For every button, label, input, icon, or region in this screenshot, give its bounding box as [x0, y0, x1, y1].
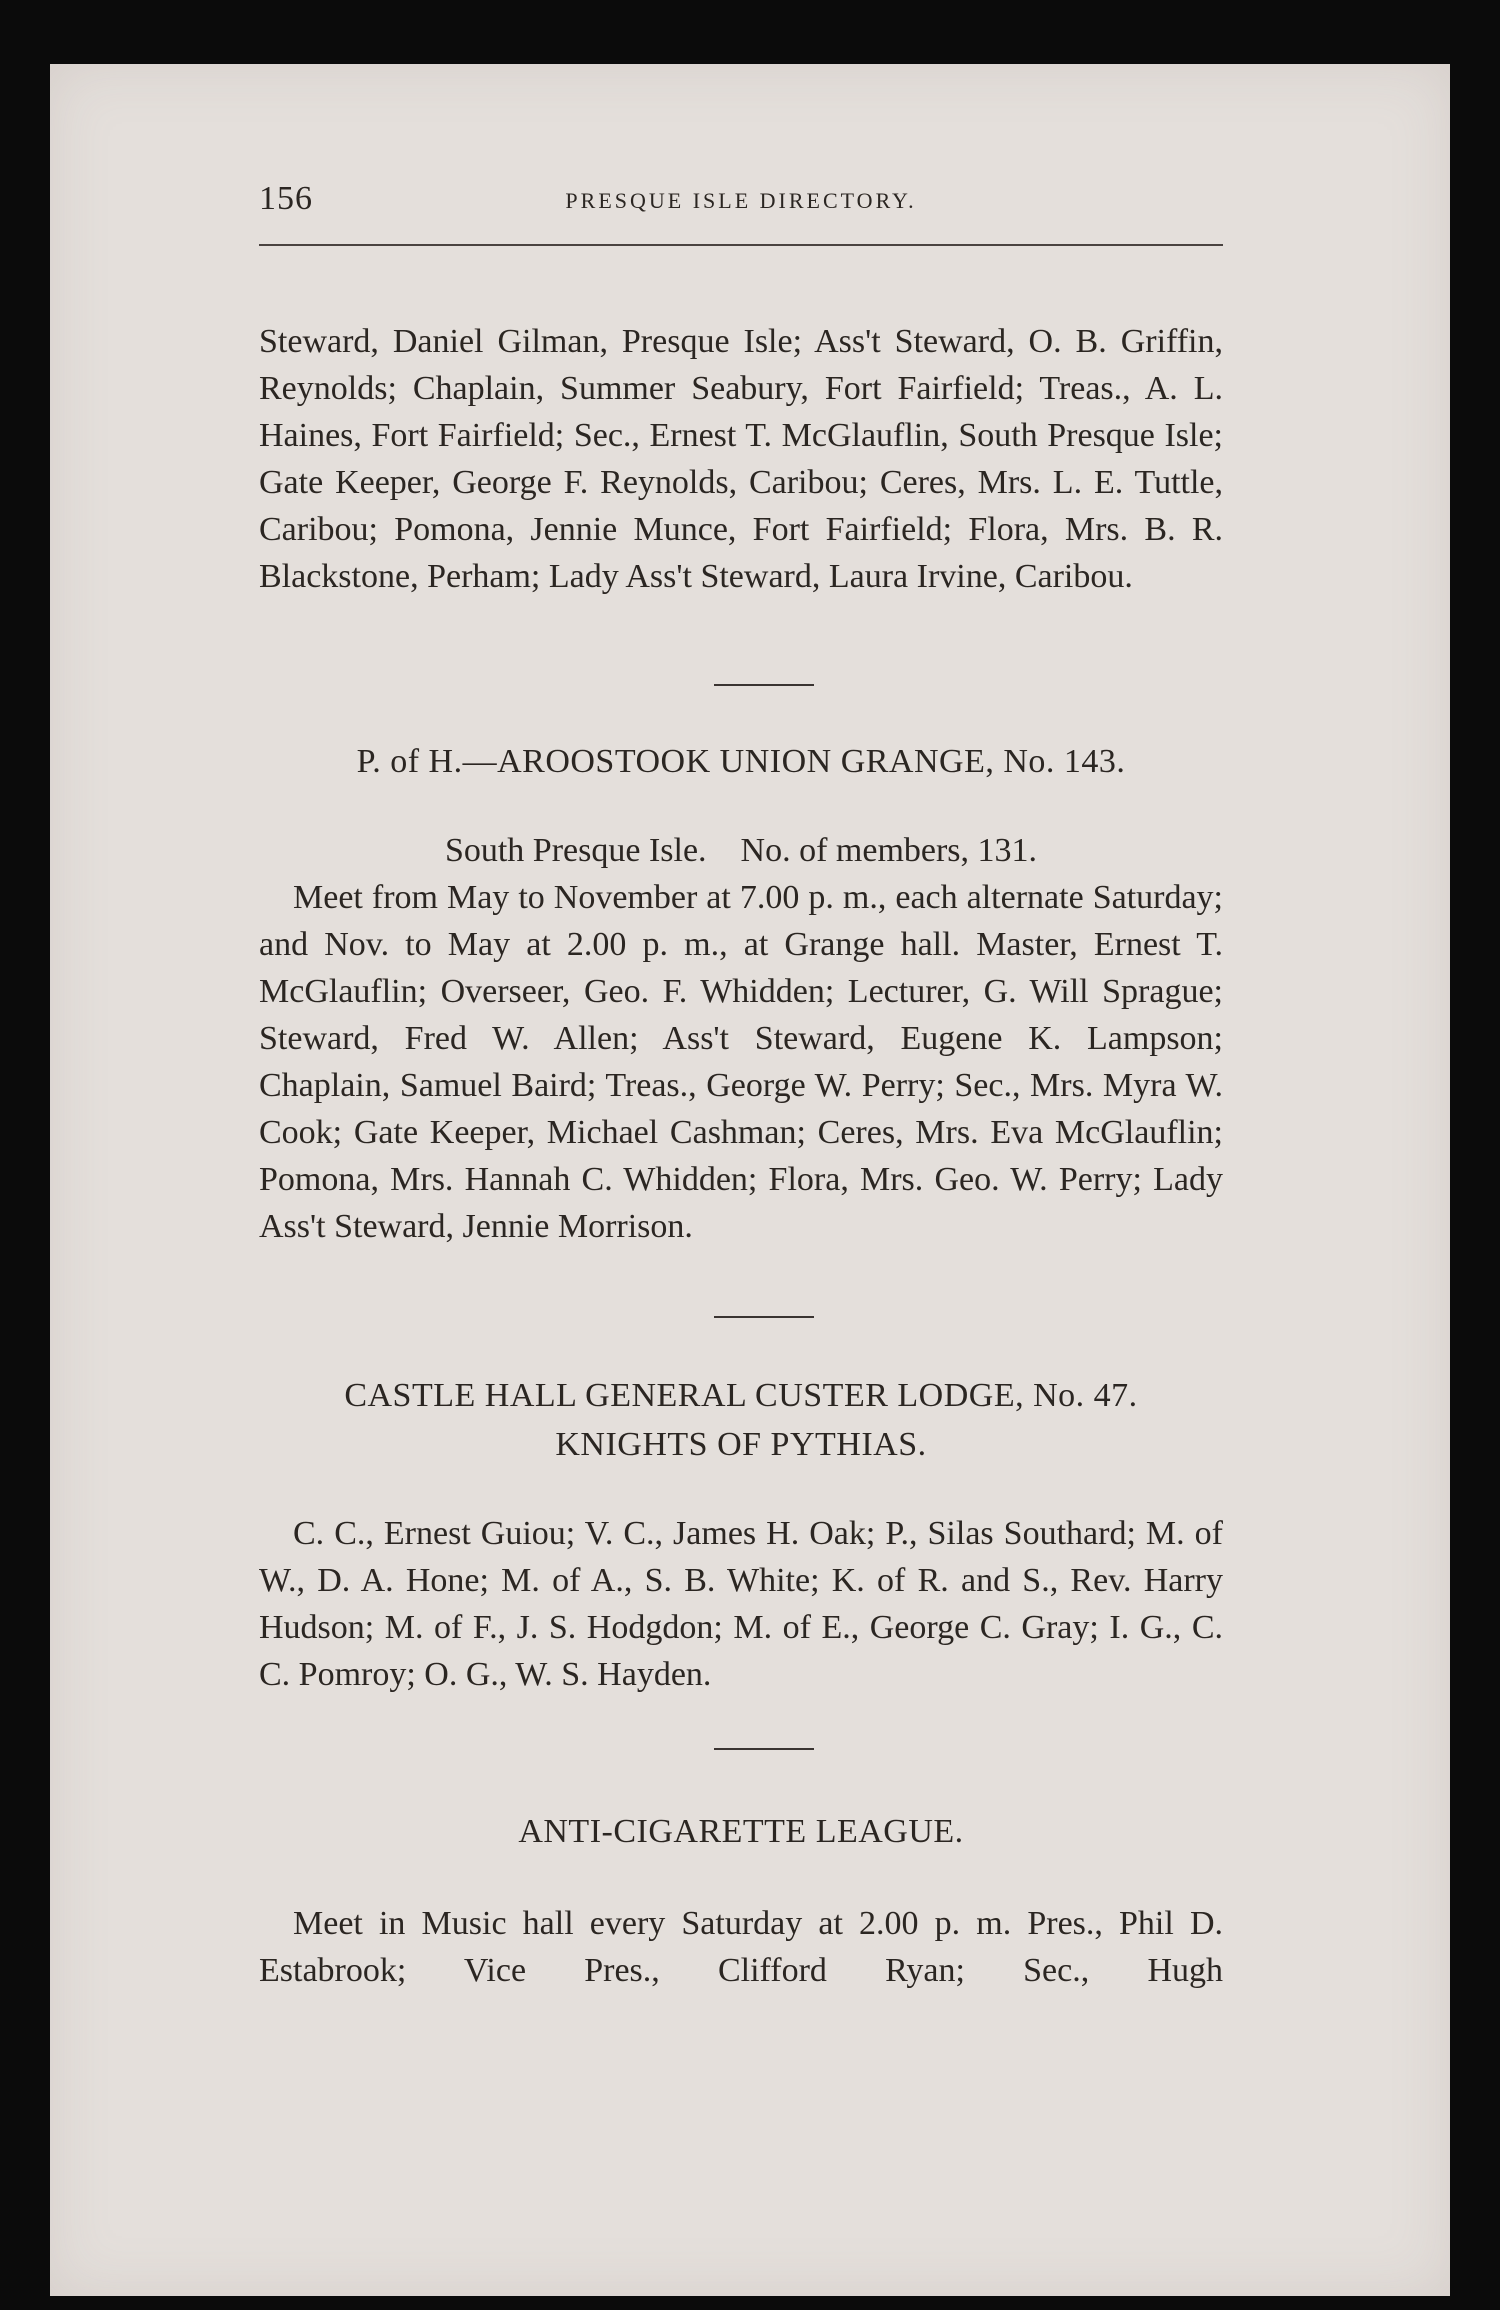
lodge-heading: CASTLE HALL GENERAL CUSTER LODGE, No. 47. [344, 1377, 1138, 1414]
running-head: PRESQUE ISLE DIRECTORY. [565, 188, 917, 213]
lodge-subheading: KNIGHTS OF PYTHIAS. [555, 1426, 927, 1463]
league-heading: ANTI-CIGARETTE LEAGUE. [518, 1813, 964, 1850]
page-header [259, 174, 1223, 246]
grange-heading: P. of H.—AROOSTOOK UNION GRANGE, No. 143. [356, 743, 1126, 780]
lodge-body: C. C., Ernest Guiou; V. C., James H. Oak; P., Silas Southard; M. of W., D. A. Hone; M. of A., S. B. White; K. of R. and S., Rev. Harry Hudson; M. of F., J. S. Hodgdon; M. of E., George C. Gray; I. G., C. C. Pomroy; O. G., W. S. Hayden. [259, 1515, 1223, 1693]
continued-officers-paragraph: Steward, Daniel Gilman, Presque Isle; Ass't Steward, O. B. Griffin, Reynolds; Chaplain, Summer Seabury, Fort Fairfield; Treas., A. L. Haines, Fort Fairfield; Sec., Ernest T. McGlauflin, South Presque Isle; Gate Keeper, George F. Reynolds, Caribou; Ceres, Mrs. L. E. Tuttle, Caribou; Pomona, Jennie Munce, Fort Fairfield; Flora, Mrs. B. R. Blackstone, Perham; Lady Ass't Steward, Laura Irvine, Caribou. [259, 323, 1223, 595]
grange-body: Meet from May to November at 7.00 p. m., each alternate Saturday; and Nov. to May at 2.00 p. m., at Grange hall. Master, Ernest T. McGlauflin; Overseer, Geo. F. Whidden; Lecturer, G. Will Sprague; Steward, Fred W. Allen; Ass't Steward, Eugene K. Lampson; Chaplain, Samuel Baird; Treas., George W. Perry; Sec., Mrs. Myra W. Cook; Gate Keeper, Michael Cashman; Ceres, Mrs. Eva McGlauflin; Pomona, Mrs. Hannah C. Whidden; Flora, Mrs. Geo. W. Perry; Lady Ass't Steward, Jennie Morrison. [259, 879, 1223, 1245]
section-divider [714, 684, 814, 686]
section-divider [714, 1316, 814, 1318]
section-divider [714, 1748, 814, 1750]
grange-location: South Presque Isle. No. of members, 131. [444, 832, 1038, 869]
league-body: Meet in Music hall every Saturday at 2.00 p. m. Pres., Phil D. Estabrook; Vice Pres., Clifford Ryan; Sec., Hugh [259, 1905, 1223, 1989]
page-number: 156 [259, 180, 313, 217]
